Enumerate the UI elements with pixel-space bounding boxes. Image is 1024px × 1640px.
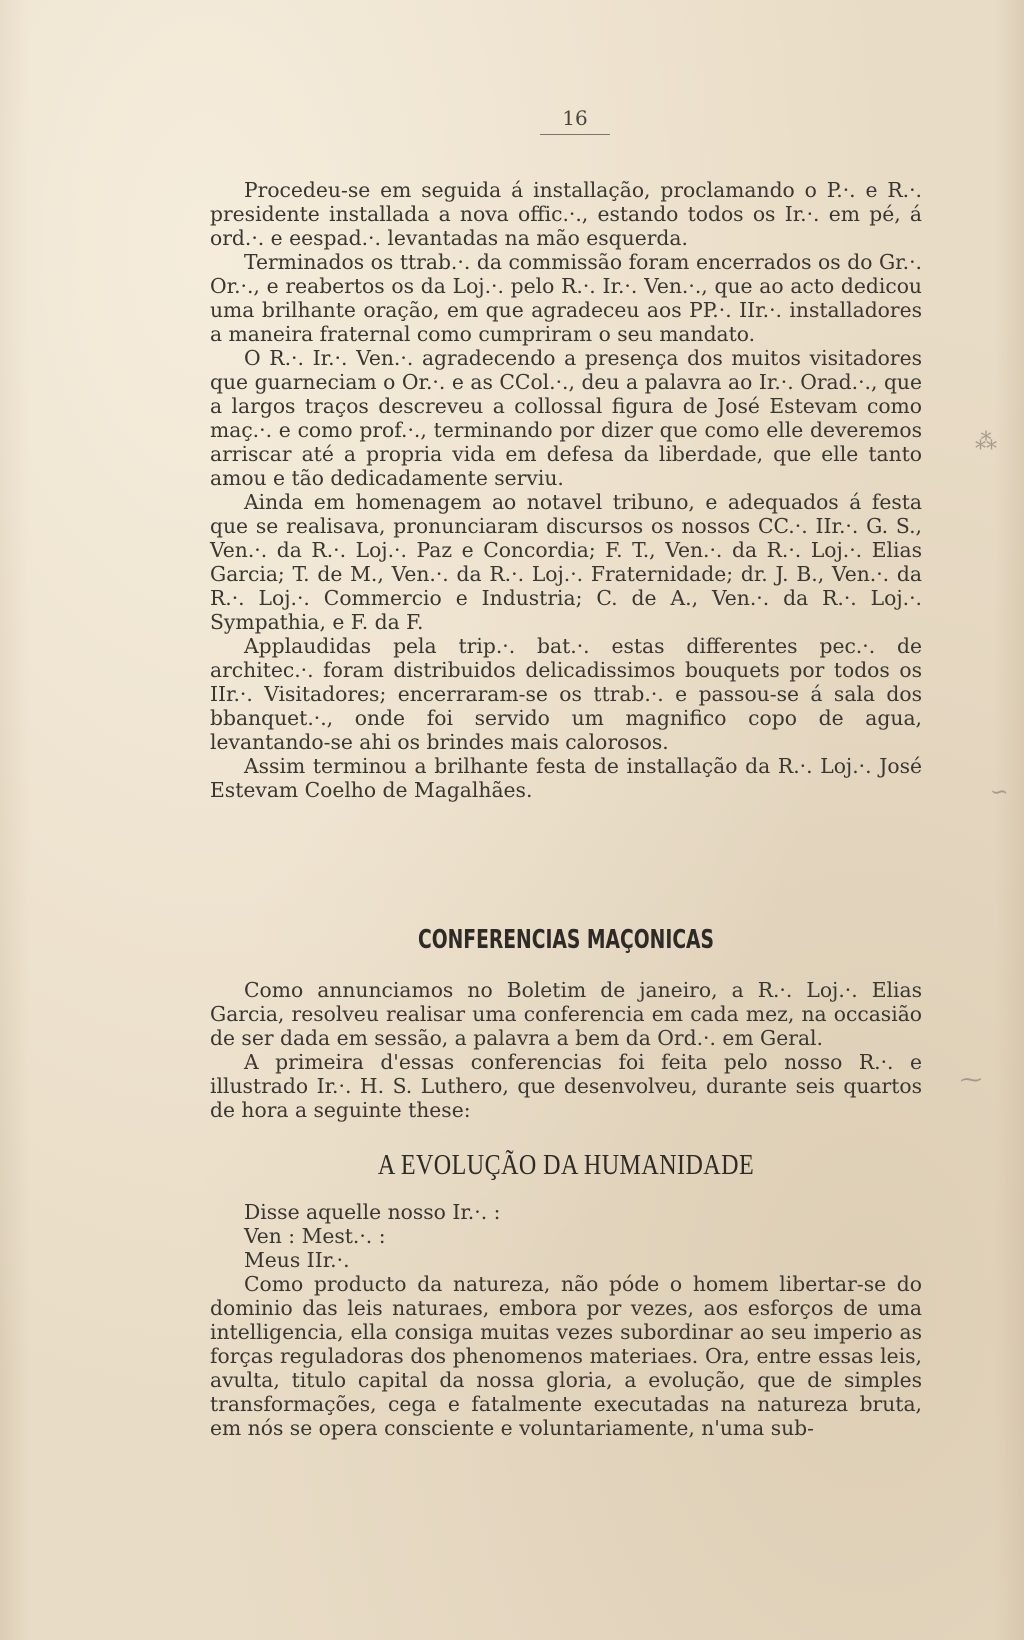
paragraph: Procedeu-se em seguida á installação, proclamando o P.·. e R.·. presidente installada a nova offic.·., estando todos os Ir.·. em pé, á ord.·. e eespad.·. levantadas na mão esquerda. <box>210 178 922 250</box>
paragraph: Terminados os ttrab.·. da commissão foram encerrados os do Gr.·. Or.·., e reabertos os da Loj.·. pelo R.·. Ir.·. Ven.·., que ao acto dedicou uma brilhante oração, em que agradeceu aos PP.·. IIr.·. installadores a maneira fraternal como cumpriram o seu mandato. <box>210 250 922 346</box>
salutation-line: Meus IIr.·. <box>244 1248 350 1272</box>
section-heading-evolucao: A EVOLUÇÃO DA HUMANIDADE <box>377 1150 755 1181</box>
margin-smudge-icon: ⁂ <box>975 430 997 455</box>
section-installation-report <box>210 178 922 802</box>
section-evolucao <box>210 1200 922 1440</box>
margin-smudge-icon: ⁓ <box>960 1068 982 1093</box>
paragraph: Applaudidas pela trip.·. bat.·. estas differentes pec.·. de architec.·. foram distribuidos delicadissimos bouquets por todos os IIr.·. Visitadores; encerraram-se os ttrab.·. e passou-se á sala dos bbanquet.·., onde foi servido um magnifico copo de agua, levantando-se ahi os brindes mais calorosos. <box>210 634 922 754</box>
page-number: 16 <box>540 106 610 135</box>
section-heading-conferencias: CONFERENCIAS MAÇONICAS <box>417 925 715 955</box>
section-conferencias <box>210 978 922 1122</box>
paragraph: Ainda em homenagem ao notavel tribuno, e adequados á festa que se realisava, pronunciaram discursos os nossos CC.·. IIr.·. G. S., Ven.·. da R.·. Loj.·. Paz e Concordia; F. T., Ven.·. da R.·. Loj.·. Elias Garcia; T. de M., Ven.·. da R.·. Loj.·. Fraternidade; dr. J. B., Ven.·. da R.·. Loj.·. Commercio e Industria; C. de A., Ven.·. da R.·. Loj.·. Sympathia, e F. da F. <box>210 490 922 634</box>
salutation-line: Ven : Mest.·. : <box>244 1224 386 1248</box>
margin-smudge-icon: ∽ <box>990 780 1009 805</box>
paragraph: A primeira d'essas conferencias foi feita pelo nosso R.·. e illustrado Ir.·. H. S. Luthero, que desenvolveu, durante seis quartos de hora a seguinte these: <box>210 1050 922 1122</box>
paragraph: O R.·. Ir.·. Ven.·. agradecendo a presença dos muitos visitadores que guarneciam o Or.·. e as CCol.·., deu a palavra ao Ir.·. Orad.·., que a largos traços descreveu a collossal figura de José Estevam como maç.·. e como prof.·., terminando por dizer que como elle deveremos arriscar até a propria vida em defesa da liberdade, que elle tanto amou e tão dedicadamente serviu. <box>210 346 922 490</box>
paragraph: Assim terminou a brilhante festa de installação da R.·. Loj.·. José Estevam Coelho de Magalhães. <box>210 754 922 802</box>
paragraph: Como annunciamos no Boletim de janeiro, a R.·. Loj.·. Elias Garcia, resolveu realisar uma conferencia em cada mez, na occasião de ser dada em sessão, a palavra a bem da Ord.·. em Geral. <box>210 978 922 1050</box>
salutation-line: Disse aquelle nosso Ir.·. : <box>244 1200 501 1224</box>
paragraph: Como producto da natureza, não póde o homem libertar-se do dominio das leis naturaes, embora por vezes, aos esforços de uma intelligencia, ella consiga muitas vezes subordinar ao seu imperio as forças reguladoras dos phenomenos materiaes. Ora, entre essas leis, avulta, titulo capital da nossa gloria, a evolução, que de simples transformações, cega e fatalmente executadas na natureza bruta, em nós se opera consciente e voluntariamente, n'uma sub- <box>210 1272 922 1440</box>
